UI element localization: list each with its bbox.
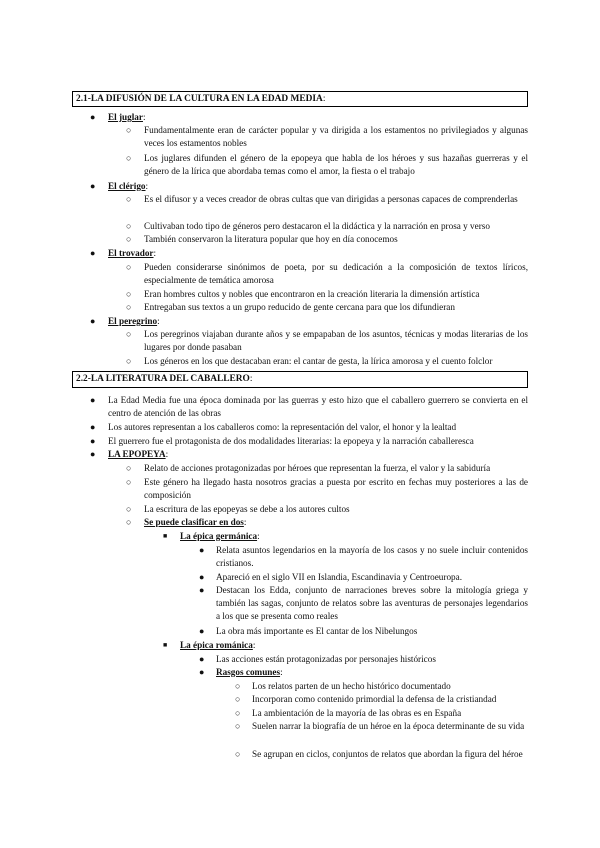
- list-item-head: La épica románica:: [180, 640, 256, 650]
- bullet-circle: ○: [235, 694, 241, 704]
- list-item: Destacan los Edda, conjunto de narraciones breves sobre la mitología griega y también las sagas, conjunto de relatos sobre las aventuras de personajes legendarios a los que se presenta como reales: [216, 585, 528, 621]
- list-item: Entregaban sus textos a un grupo reducido de gente cercana para que los difundieran: [144, 302, 455, 312]
- list-item-head: El trovador:: [108, 248, 157, 258]
- list-item-head: El juglar:: [108, 112, 146, 122]
- bullet-disc: ●: [199, 545, 205, 555]
- list-item: Suelen narrar la biografía de un héroe en la época determinante de su vida: [252, 721, 525, 731]
- list-item: La obra más importante es El cantar de los Nibelungos: [216, 626, 418, 636]
- list-item: Fundamentalmente eran de carácter popular y va dirigida a los estamentos no privilegiados y algunas veces los estamentos nobles: [144, 125, 528, 148]
- bullet-circle: ○: [126, 221, 132, 231]
- list-item: Los relatos parten de un hecho histórico documentado: [252, 681, 451, 691]
- bullet-circle: ○: [126, 234, 132, 244]
- bullet-disc: ●: [90, 181, 96, 191]
- bullet-disc: ●: [90, 422, 96, 432]
- list-item: Las acciones están protagonizadas por personajes históricos: [216, 654, 436, 664]
- list-item: Es el difusor y a veces creador de obras cultas que van dirigidas a personas capaces de comprenderlas: [144, 194, 518, 204]
- list-item: También conservaron la literatura popular que hoy en día conocemos: [144, 234, 398, 244]
- bullet-circle: ○: [235, 708, 241, 718]
- list-item: Los juglares difunden el género de la epopeya que habla de los héroes y sus hazañas guerreras y el género de la lírica que abordaba temas como el amor, la fiesta o el trabajo: [144, 153, 528, 176]
- section-title: 2.1-LA DIFUSIÓN DE LA CULTURA EN LA EDAD MEDIA: [76, 94, 323, 104]
- bullet-circle: ○: [126, 477, 132, 487]
- list-item: Los géneros en los que destacaban eran: el cantar de gesta, la lírica amorosa y el cuento folclor: [144, 356, 493, 366]
- bullet-circle: ○: [235, 749, 241, 759]
- list-item: Los peregrinos viajaban durante años y se empapaban de los asuntos, técnicas y modas literarias de los lugares por donde pasaban: [144, 329, 528, 352]
- bullet-disc: ●: [90, 248, 96, 258]
- bullet-circle: ○: [235, 681, 241, 691]
- list-item: Relato de acciones protagonizadas por héroes que representan la fuerza, el valor y la sabiduría: [144, 463, 491, 473]
- list-item: Incorporan como contenido primordial la defensa de la cristiandad: [252, 694, 497, 704]
- list-item-head: Se puede clasificar en dos:: [144, 517, 247, 527]
- list-item-head: Rasgos comunes:: [216, 667, 283, 677]
- bullet-circle: ○: [126, 356, 132, 366]
- bullet-circle: ○: [235, 721, 241, 731]
- bullet-square: ■: [163, 532, 168, 540]
- list-item-head: El peregrino:: [108, 316, 160, 326]
- bullet-disc: ●: [90, 436, 96, 446]
- bullet-square: ■: [163, 641, 168, 649]
- list-item: La Edad Media fue una época dominada por las guerras y esto hizo que el caballero guerrero se convierta en el centro de atención de las obras: [108, 395, 528, 418]
- bullet-disc: ●: [90, 395, 96, 405]
- bullet-disc: ●: [199, 585, 205, 595]
- section-title: 2.2-LA LITERATURA DEL CABALLERO: [76, 374, 250, 384]
- list-item: El guerrero fue el protagonista de dos modalidades literarias: la epopeya y la narración caballeresca: [108, 436, 474, 446]
- section-heading-2-2: 2.2-LA LITERATURA DEL CABALLERO:: [72, 371, 528, 388]
- bullet-circle: ○: [126, 329, 132, 339]
- list-item: Este género ha llegado hasta nosotros gracias a puesta por escrito en fechas muy posteriores a las de composición: [144, 477, 528, 500]
- list-item: Los autores representan a los caballeros como: la representación del valor, el honor y la lealtad: [108, 422, 457, 432]
- bullet-disc: ●: [90, 449, 96, 459]
- list-item-head: El clérigo:: [108, 181, 149, 191]
- list-item: La escritura de las epopeyas se debe a los autores cultos: [144, 504, 350, 514]
- bullet-circle: ○: [126, 125, 132, 135]
- bullet-circle: ○: [126, 517, 132, 527]
- list-item: Se agrupan en ciclos, conjuntos de relatos que abordan la figura del héroe: [252, 749, 523, 759]
- bullet-circle: ○: [126, 153, 132, 163]
- bullet-disc: ●: [90, 316, 96, 326]
- list-item: Apareció en el siglo VII en Islandia, Escandinavia y Centroeuropa.: [216, 572, 463, 582]
- section-heading-2-1: 2.1-LA DIFUSIÓN DE LA CULTURA EN LA EDAD MEDIA:: [72, 91, 528, 107]
- bullet-disc: ●: [199, 626, 205, 636]
- list-item: Pueden considerarse sinónimos de poeta, por su dedicación a la composición de textos líricos, especialmente de temática amorosa: [144, 262, 528, 285]
- list-item: Eran hombres cultos y nobles que encontraron en la creación literaria la dimensión artística: [144, 289, 480, 299]
- bullet-circle: ○: [126, 194, 132, 204]
- list-item: La ambientación de la mayoría de las obras es en España: [252, 708, 462, 718]
- bullet-circle: ○: [126, 504, 132, 514]
- list-item: Cultivaban todo tipo de géneros pero destacaron el la didáctica y la narración en prosa y verso: [144, 221, 490, 231]
- bullet-disc: ●: [199, 667, 205, 677]
- bullet-circle: ○: [126, 463, 132, 473]
- list-item: Relata asuntos legendarios en la mayoría de los casos y no suele incluir contenidos cristianos.: [216, 545, 528, 568]
- list-item-head: La épica germánica:: [180, 531, 260, 541]
- bullet-disc: ●: [90, 112, 96, 122]
- bullet-disc: ●: [199, 654, 205, 664]
- bullet-disc: ●: [199, 572, 205, 582]
- bullet-circle: ○: [126, 302, 132, 312]
- bullet-circle: ○: [126, 289, 132, 299]
- list-item-head: LA EPOPEYA:: [108, 449, 169, 459]
- bullet-circle: ○: [126, 262, 132, 272]
